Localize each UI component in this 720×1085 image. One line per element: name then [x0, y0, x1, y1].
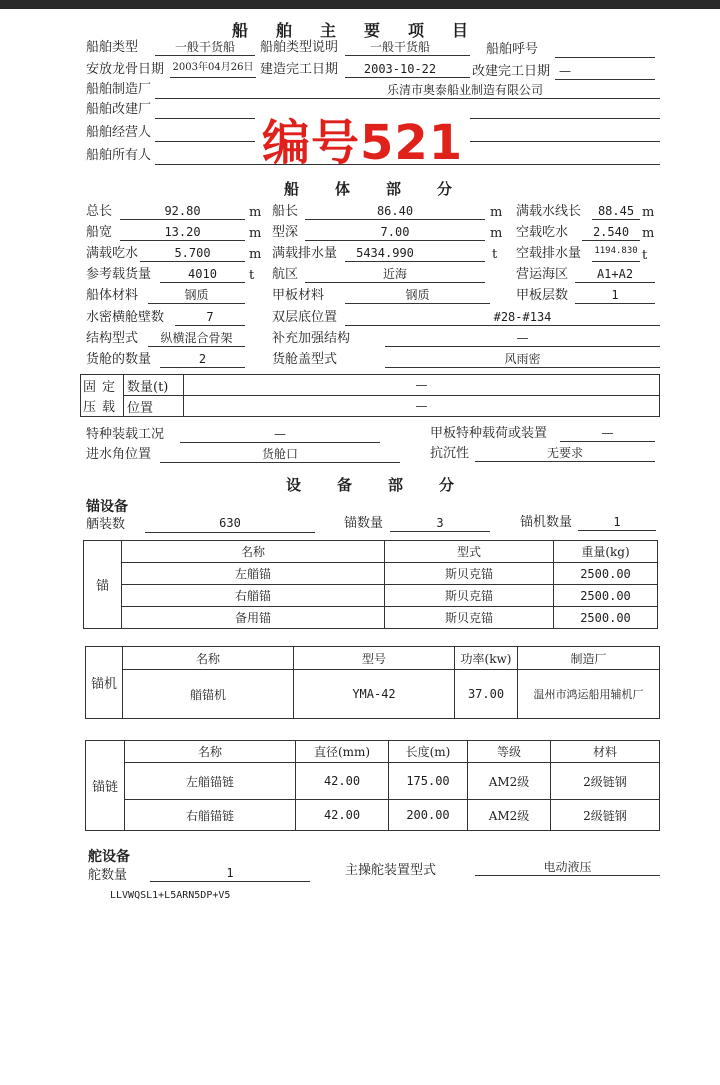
table-row [86, 647, 660, 670]
anchor-cell: 右艏锚 [122, 585, 385, 607]
lbp-line [305, 219, 485, 220]
full-draft-value: 5.700 [174, 246, 211, 260]
deck-layers-value: 1 [611, 288, 619, 302]
windlass-group-label: 锚机 [86, 647, 123, 719]
anchor-cell: 左艏锚 [122, 563, 385, 585]
reinforce-value: — [516, 331, 529, 345]
windlass-header-maker: 制造厂 [518, 647, 660, 670]
builder-label: 船舶制造厂 [86, 82, 152, 97]
lwl-value: 88.45 [597, 204, 635, 218]
flood-value: 货舱口 [261, 447, 298, 461]
anchor-group-label: 锚 [84, 541, 122, 629]
ballast-qty-value: — [184, 375, 660, 396]
lwl-line [592, 219, 640, 220]
anchor-header-weight: 重量(kg) [554, 541, 658, 563]
breadth-line [120, 240, 245, 241]
ballast-qty-label: 数量(t) [124, 375, 184, 396]
anchor-cell: 斯贝克锚 [385, 607, 554, 629]
ref-cargo-line [160, 282, 245, 283]
owner-label: 船舶所有人 [86, 148, 152, 163]
chain-header-diameter: 直径(mm) [296, 741, 389, 763]
chain-cell: AM2级 [468, 763, 551, 800]
loa-label: 总长 [86, 204, 113, 219]
keel-line [170, 77, 256, 78]
deck-layers-label: 甲板层数 [516, 288, 569, 303]
rudder-count-value: 1 [226, 866, 234, 880]
flood-line [160, 462, 400, 463]
rebuilt-line [555, 79, 655, 80]
rebuilder-line [155, 118, 255, 119]
double-bottom-label: 双层底位置 [272, 310, 338, 325]
number-stamp: 编号521 [262, 115, 464, 171]
anchor-count-line [390, 531, 490, 532]
lbp-label: 船长 [272, 204, 299, 219]
light-draft-line [582, 240, 640, 241]
ballast-fixed-label: 固定 [81, 375, 124, 396]
type-desc-value: 一般干货船 [369, 40, 430, 54]
full-draft-unit: m [249, 247, 262, 262]
structure-line [148, 346, 245, 347]
built-line [345, 77, 470, 78]
rebuilder-line-right [470, 118, 660, 119]
ref-cargo-label: 参考载货量 [86, 267, 152, 282]
operator-line [155, 141, 255, 142]
chain-cell: 左艏锚链 [125, 763, 296, 800]
chain-cell: 42.00 [296, 800, 389, 831]
builder-value: 乐清市奥泰船业制造有限公司 [386, 83, 543, 97]
rudder-count-line [150, 881, 310, 882]
light-disp-line [592, 261, 640, 262]
call-sign-line [555, 57, 655, 58]
breadth-value: 13.20 [164, 225, 201, 239]
chain-group-label: 锚链 [86, 741, 125, 831]
built-label: 建造完工日期 [260, 62, 339, 77]
lbp-value: 86.40 [376, 204, 414, 218]
sink-line [475, 461, 655, 462]
chain-cell: 2级链钢 [551, 763, 660, 800]
table-row [84, 585, 658, 607]
lwl-label: 满载水线长 [516, 204, 582, 219]
table-row [84, 541, 658, 563]
windlass-cell: 温州市鸿运船用辅机厂 [518, 670, 660, 719]
double-bottom-value: #28-#134 [493, 310, 552, 324]
op-area-line [575, 282, 655, 283]
table-row [86, 741, 660, 763]
equip-num-line [145, 532, 315, 533]
steering-value: 电动液压 [543, 860, 592, 874]
special-line [180, 442, 380, 443]
sink-label: 抗沉性 [430, 446, 470, 461]
built-value: 2003-10-22 [363, 62, 437, 76]
table-row [84, 563, 658, 585]
anchor-header-type: 型式 [385, 541, 554, 563]
chain-header-name: 名称 [125, 741, 296, 763]
chain-cell: AM2级 [468, 800, 551, 831]
chain-cell: 200.00 [389, 800, 468, 831]
call-sign-label: 船舶呼号 [486, 42, 539, 57]
nav-area-value: 近海 [382, 267, 407, 281]
equipment-heading: 设备部分 [286, 476, 491, 494]
chain-header-material: 材料 [551, 741, 660, 763]
table-row [86, 763, 660, 800]
bulkheads-value: 7 [206, 310, 214, 324]
chain-cell: 42.00 [296, 763, 389, 800]
windlass-cell: 艏锚机 [123, 670, 294, 719]
windlass-table [85, 646, 660, 719]
anchor-cell: 斯贝克锚 [385, 585, 554, 607]
deck-mat-value: 钢质 [405, 288, 430, 302]
table-row [84, 607, 658, 629]
chain-header-length: 长度(m) [389, 741, 468, 763]
double-bottom-line [345, 325, 660, 326]
deck-layers-line [575, 303, 655, 304]
hull-mat-label: 船体材料 [86, 288, 139, 303]
holds-line [160, 367, 245, 368]
chain-table [85, 740, 660, 831]
bulkheads-line [175, 325, 245, 326]
hatch-line [385, 367, 660, 368]
deck-load-value: — [601, 426, 614, 440]
lbp-unit: m [490, 205, 503, 220]
anchor-count-label: 锚数量 [344, 516, 384, 531]
light-draft-value: 2.540 [592, 225, 630, 239]
anchor-cell: 2500.00 [554, 585, 658, 607]
anchor-cell: 2500.00 [554, 563, 658, 585]
table-row [81, 375, 660, 396]
page-title: 船舶主要项目 [232, 21, 497, 40]
operator-line-right [470, 141, 660, 142]
bulkheads-label: 水密横舱壁数 [86, 310, 165, 325]
steering-label: 主操舵装置型式 [345, 863, 437, 878]
anchor-cell: 2500.00 [554, 607, 658, 629]
hatch-value: 风雨密 [504, 352, 541, 366]
windlass-header-power: 功率(kw) [455, 647, 518, 670]
ballast-table [80, 374, 660, 417]
rebuilt-label: 改建完工日期 [472, 64, 551, 79]
windlass-header-model: 型号 [294, 647, 455, 670]
equip-num-value: 630 [219, 516, 241, 530]
operator-label: 船舶经营人 [86, 125, 152, 140]
keel-value: 2003年04月26日 [172, 62, 254, 73]
light-draft-unit: m [642, 226, 655, 241]
windlass-count-value: 1 [613, 515, 621, 529]
anchor-count-value: 3 [436, 516, 444, 530]
full-disp-unit: t [492, 247, 498, 262]
full-disp-label: 满载排水量 [272, 246, 338, 261]
windlass-cell: 37.00 [455, 670, 518, 719]
full-disp-line [345, 261, 485, 262]
ballast-pos-label: 位置 [124, 396, 184, 417]
light-disp-unit: t [642, 248, 648, 263]
anchor-header-name: 名称 [122, 541, 385, 563]
ref-cargo-unit: t [249, 268, 255, 283]
windlass-count-label: 锚机数量 [520, 515, 573, 530]
structure-label: 结构型式 [86, 331, 139, 346]
ship-type-line [155, 55, 255, 56]
depth-line [305, 240, 485, 241]
equip-num-label: 舾装数 [86, 517, 126, 532]
type-desc-line [345, 55, 470, 56]
chain-cell: 右艏锚链 [125, 800, 296, 831]
anchor-cell: 备用锚 [122, 607, 385, 629]
breadth-unit: m [249, 226, 262, 241]
holds-value: 2 [198, 352, 207, 366]
deck-mat-line [345, 303, 490, 304]
anchor-table [83, 540, 658, 629]
depth-unit: m [490, 226, 503, 241]
loa-value: 92.80 [164, 204, 201, 218]
op-area-value: A1+A2 [596, 267, 634, 281]
deck-load-label: 甲板特种载荷或装置 [430, 426, 548, 441]
hull-heading: 船体部分 [284, 180, 489, 198]
type-desc-label: 船舶类型说明 [260, 40, 339, 55]
builder-line [155, 98, 660, 99]
rebuilt-value: — [559, 64, 571, 78]
light-draft-label: 空载吃水 [516, 225, 569, 240]
rudder-count-label: 舵数量 [88, 868, 128, 883]
loa-line [120, 219, 245, 220]
keel-label: 安放龙骨日期 [86, 62, 165, 77]
ship-type-value: 一般干货船 [174, 40, 235, 54]
nav-area-label: 航区 [272, 267, 299, 282]
footer-code: LLVWQSL1+L5ARN5DP+V5 [110, 890, 231, 901]
full-disp-value: 5434.990 [356, 246, 414, 260]
loa-unit: m [249, 205, 262, 220]
full-draft-line [140, 261, 245, 262]
light-disp-label: 空载排水量 [516, 246, 582, 261]
structure-value: 纵横混合骨架 [160, 331, 233, 345]
rebuilder-label: 船舶改建厂 [86, 102, 152, 117]
deck-mat-label: 甲板材料 [272, 288, 325, 303]
sink-value: 无要求 [546, 446, 583, 460]
anchor-cell: 斯贝克锚 [385, 563, 554, 585]
ballast-pos-value: — [184, 396, 660, 417]
special-value: — [274, 427, 286, 441]
steering-line [475, 875, 660, 876]
windlass-count-line [578, 530, 656, 531]
reinforce-label: 补充加强结构 [272, 331, 351, 346]
chain-header-grade: 等级 [468, 741, 551, 763]
table-row [86, 800, 660, 831]
depth-value: 7.00 [380, 225, 410, 239]
anchor-heading: 锚设备 [86, 499, 128, 515]
ship-type-label: 船舶类型 [86, 40, 139, 55]
ballast-ballast-label: 压载 [81, 396, 124, 417]
hull-mat-line [148, 303, 245, 304]
flood-label: 进水角位置 [86, 447, 152, 462]
holds-label: 货舱的数量 [86, 352, 152, 367]
table-row [86, 670, 660, 719]
lwl-unit: m [642, 205, 655, 220]
deck-load-line [560, 441, 655, 442]
chain-cell: 2级链钢 [551, 800, 660, 831]
breadth-label: 船宽 [86, 225, 113, 240]
reinforce-line [385, 346, 660, 347]
rudder-heading: 舵设备 [88, 849, 130, 865]
table-row [81, 396, 660, 417]
full-draft-label: 满载吃水 [86, 246, 139, 261]
op-area-label: 营运海区 [516, 267, 569, 282]
special-label: 特种装载工况 [86, 427, 165, 442]
chain-cell: 175.00 [389, 763, 468, 800]
depth-label: 型深 [272, 225, 299, 240]
windlass-header-name: 名称 [123, 647, 294, 670]
nav-area-line [305, 282, 485, 283]
ref-cargo-value: 4010 [188, 267, 217, 281]
hull-mat-value: 钢质 [184, 288, 209, 302]
hatch-label: 货舱盖型式 [272, 352, 338, 367]
windlass-cell: YMA-42 [294, 670, 455, 719]
light-disp-value: 1194.830 [594, 246, 638, 256]
